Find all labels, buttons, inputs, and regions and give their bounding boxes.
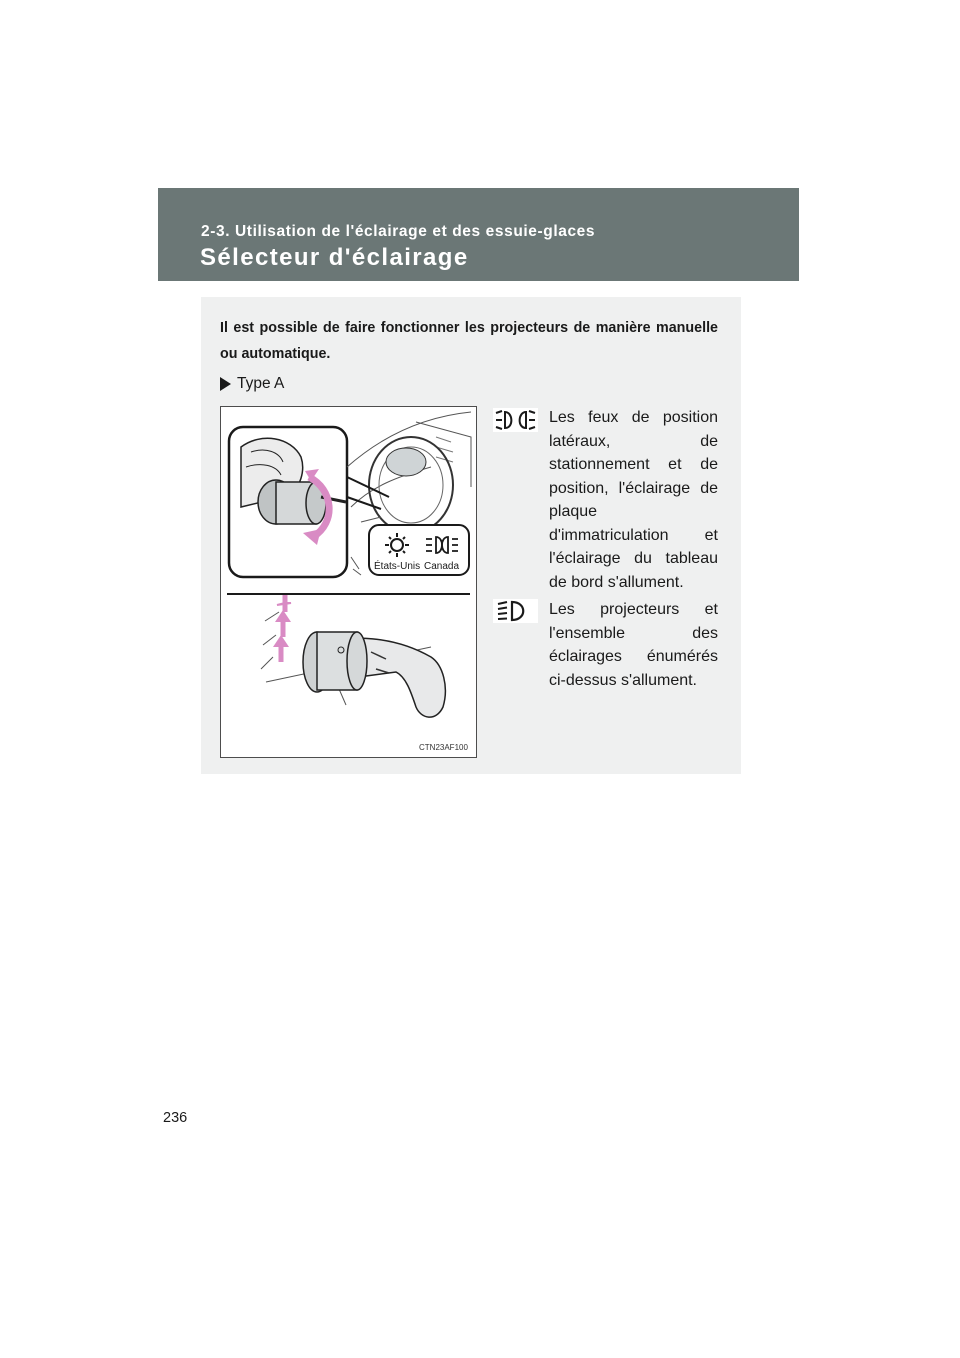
illustration-drawing xyxy=(221,407,476,757)
label-usa: États-Unis xyxy=(374,561,421,572)
intro-text: Il est possible de faire fonctionner les projecteurs de manière manuelle ou automatique. xyxy=(220,320,718,362)
chapter-header xyxy=(158,188,799,281)
parking-lights-icon-box xyxy=(493,408,538,432)
light-switch-illustration xyxy=(220,406,477,758)
page-number: 236 xyxy=(163,1110,188,1126)
headlight-icon-box xyxy=(493,599,538,623)
parking-lights-icon xyxy=(493,408,538,432)
page-title: Sélecteur d'éclairage xyxy=(200,244,469,271)
section-title: 2-3. Utilisation de l'éclairage et des essuie-glaces xyxy=(201,223,596,240)
item-description: Les feux de position latéraux, de stationnement et de position, l'éclairage de plaque d'immatriculation et l'éclairage du tableau de bord s'allument. xyxy=(549,409,718,591)
triangle-bullet-icon xyxy=(220,377,231,391)
figure-code: CTN23AF100 xyxy=(419,743,468,752)
item-description: Les projecteurs et l'ensemble des éclairages énumérés ci-dessus s'allument. xyxy=(549,601,718,689)
label-canada: Canada xyxy=(424,561,460,572)
headlight-icon xyxy=(493,599,538,623)
content-panel xyxy=(201,297,741,774)
type-label: Type A xyxy=(237,375,285,392)
type-heading xyxy=(220,375,284,393)
